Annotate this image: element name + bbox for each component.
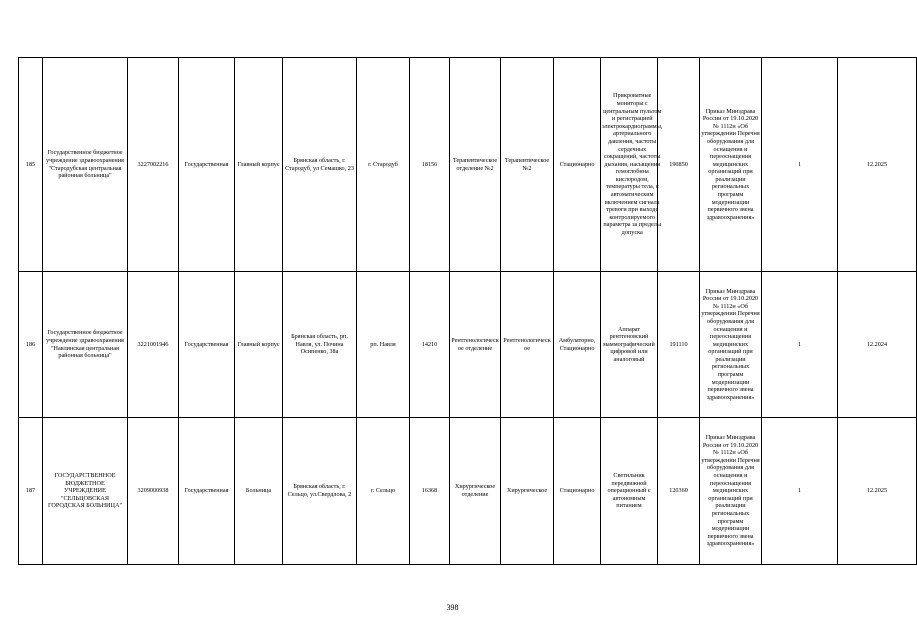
care-type-cell: Амбулаторно, Стационарно	[554, 272, 601, 418]
inn-cell: 3227002216	[128, 58, 179, 272]
row-number: 187	[19, 418, 43, 565]
row-number: 185	[19, 58, 43, 272]
building-cell: Главный корпус	[235, 272, 283, 418]
table-row	[19, 272, 917, 418]
basis-cell: Приказ Минздрава России от 19.10.2020 № 1112н «Об утверждении Перечня оборудования для оснащения и переоснащения медицинских организаций при реализации региональных программ модернизации первичного звена здравоохранения»	[700, 58, 762, 272]
equipment-cell	[601, 58, 663, 272]
organization-name: ГОСУДАРСТВЕННОЕ БЮДЖЕТНОЕ УЧРЕЖДЕНИЕ "СЕЛЬЦОВСКАЯ ГОРОДСКАЯ БОЛЬНИЦА"	[43, 418, 128, 565]
locality-cell: г. Стародуб	[357, 58, 410, 272]
equipment-cell: Аппарат рентгеновский маммографический цифровой или аналоговый	[601, 272, 658, 418]
address-cell: Брянская область, г. Сельцо, ул.Свердлова, 2	[283, 418, 357, 565]
code-cell: 16368	[410, 418, 450, 565]
table-row	[19, 418, 917, 565]
address-cell: Брянская область, г. Стародуб, ул Семашко, 23	[283, 58, 357, 272]
equipment-code-cell: 120360	[658, 418, 700, 565]
care-type-cell: Стационарно	[554, 58, 601, 272]
quantity-cell: 1	[762, 272, 838, 418]
department-cell: Терапевтическое отделение №2	[450, 58, 501, 272]
locality-cell: г. Сельцо	[357, 418, 410, 565]
department-cell: Рентгенологическое отделение	[450, 272, 501, 418]
table-row	[19, 58, 917, 272]
care-type-cell: Стационарно	[554, 418, 601, 565]
row-number: 186	[19, 272, 43, 418]
profile-cell: Хирургическое	[501, 418, 554, 565]
date-cell: 12.2025	[838, 418, 917, 565]
locality-cell: рп. Навля	[357, 272, 410, 418]
basis-cell: Приказ Минздрава России от 19.10.2020 № 1112н «Об утверждении Перечня оборудования для оснащения и переоснащения медицинских организаций при реализации региональных программ модернизации первичного звена здравоохранения»	[700, 272, 762, 418]
equipment-code-cell: 191110	[658, 272, 700, 418]
equipment-code-cell: 190850	[658, 58, 700, 272]
ownership-cell: Государственная	[179, 58, 235, 272]
organization-name: Государственное бюджетное учреждение здравоохранения "Стародубская центральная районная больница"	[43, 58, 128, 272]
equipment-cell: Светильник передвижной операционный с автономным питанием	[601, 418, 658, 565]
code-cell: 18156	[410, 58, 450, 272]
date-cell: 12.2025	[838, 58, 917, 272]
profile-cell: Рентгенологическое	[501, 272, 554, 418]
code-cell: 14210	[410, 272, 450, 418]
quantity-cell: 1	[762, 418, 838, 565]
inn-cell: 3209000938	[128, 418, 179, 565]
basis-cell: Приказ Минздрава России от 19.10.2020 № 1112н «Об утверждении Перечня оборудования для оснащения и переоснащения медицинских организаций при реализации региональных программ модернизации первичного звена здравоохранения»	[700, 418, 762, 565]
quantity-cell: 1	[762, 58, 838, 272]
equipment-text: Прикроватные мониторы с центральным пультом и регистрацией электрокардиограммы, артериального давления, частоты сердечных сокращений, частоты дыхания, насыщения гемоглобина кислородом, температуры тела, с автоматическим включением сигнала тревоги при выходе контролируемого параметра за пределы допуска	[602, 92, 663, 237]
equipment-register-table	[18, 57, 917, 565]
building-cell: Главный корпус	[235, 58, 283, 272]
address-cell: Брянская область, рп. Навля, ул. Почина Осипенко, 38а	[283, 272, 357, 418]
inn-cell: 3221001946	[128, 272, 179, 418]
ownership-cell: Государственная	[179, 418, 235, 565]
page-number: 398	[446, 603, 459, 612]
organization-name: Государственное бюджетное учреждение здравоохранения "Навлинская центральная районная больница"	[43, 272, 128, 418]
profile-cell: Терапевтическое №2	[501, 58, 554, 272]
building-cell: Больница	[235, 418, 283, 565]
ownership-cell: Государственная	[179, 272, 235, 418]
department-cell: Хирургическое отделение	[450, 418, 501, 565]
date-cell: 12.2024	[838, 272, 917, 418]
